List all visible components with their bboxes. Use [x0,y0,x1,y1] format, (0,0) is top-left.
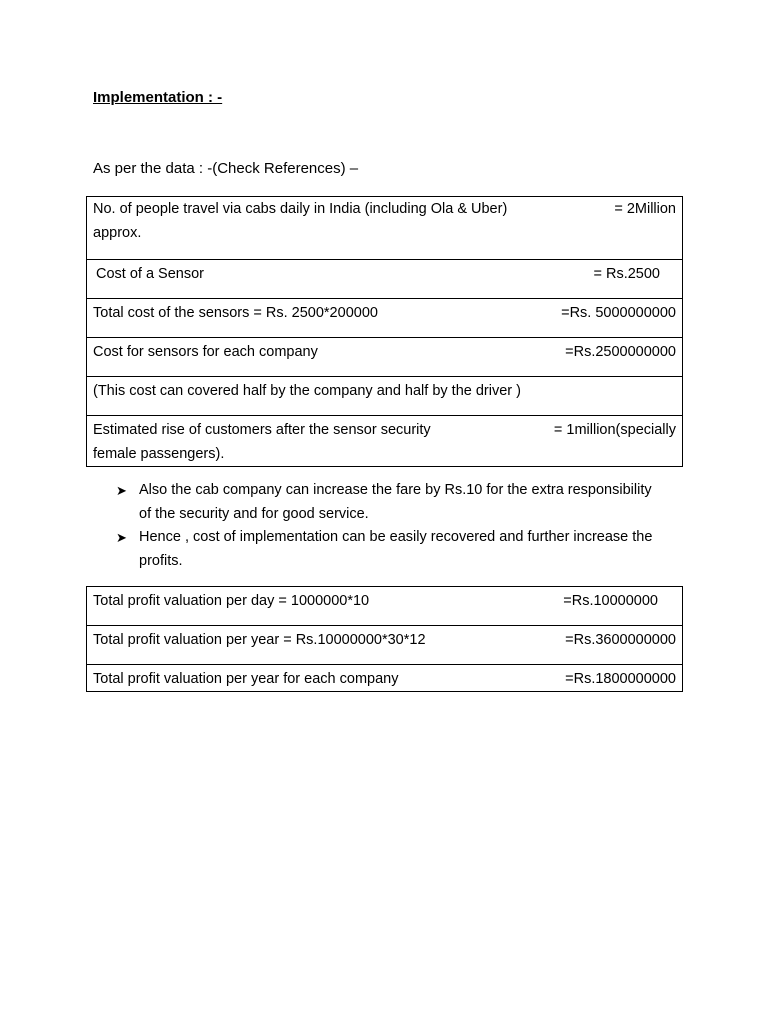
row-value: =Rs.3600000000 [565,632,676,648]
row-value: =Rs.1800000000 [565,671,676,687]
bullet-text: Also the cab company can increase the fare by Rs.10 for the extra responsibility of the security and for good service. [139,482,652,522]
row-value: = 2Million [614,201,676,217]
row-value: = 1million(specially [553,422,676,438]
bullet-text: Hence , cost of implementation can be easily recovered and further increase the profits. [139,529,653,569]
row-label: No. of people travel via cabs daily in India (including Ola & Uber) [93,201,508,217]
list-item [116,479,656,526]
section-heading: Implementation : - [93,89,223,106]
table-row [87,260,683,299]
table-row [87,626,683,665]
row-value: =Rs.10000000 [563,593,658,609]
row-label: Total profit valuation per year = Rs.10000000*30*12 [93,632,426,648]
table-row [87,377,683,416]
row-label: Total profit valuation per year for each company [93,671,399,687]
table-row [87,299,683,338]
table-row [87,665,683,692]
bullet-list [116,479,656,573]
row-note: (This cost can covered half by the company and half by the driver ) [93,383,521,399]
row-value: =Rs.2500000000 [565,344,676,360]
row-value: = Rs.2500 [593,266,660,282]
row-label: Estimated rise of customers after the sensor security [93,422,431,438]
list-item [116,526,656,573]
intro-text: As per the data : -(Check References) – [93,160,359,177]
arrowhead-bullet-icon: ➤ [116,530,127,545]
arrowhead-bullet-icon: ➤ [116,483,127,498]
row-continuation: approx. [93,225,142,241]
row-label: Total cost of the sensors = Rs. 2500*200000 [93,305,378,321]
row-label: Cost for sensors for each company [93,344,318,360]
table-row [87,416,683,467]
row-label: Total profit valuation per day = 1000000*10 [93,593,370,609]
row-continuation: female passengers). [93,446,225,462]
row-value: =Rs. 5000000000 [561,305,676,321]
cost-table [86,196,683,467]
table-row [87,197,683,260]
profit-table [86,586,683,692]
table-row [87,338,683,377]
row-label: Cost of a Sensor [96,266,204,282]
table-row [87,587,683,626]
